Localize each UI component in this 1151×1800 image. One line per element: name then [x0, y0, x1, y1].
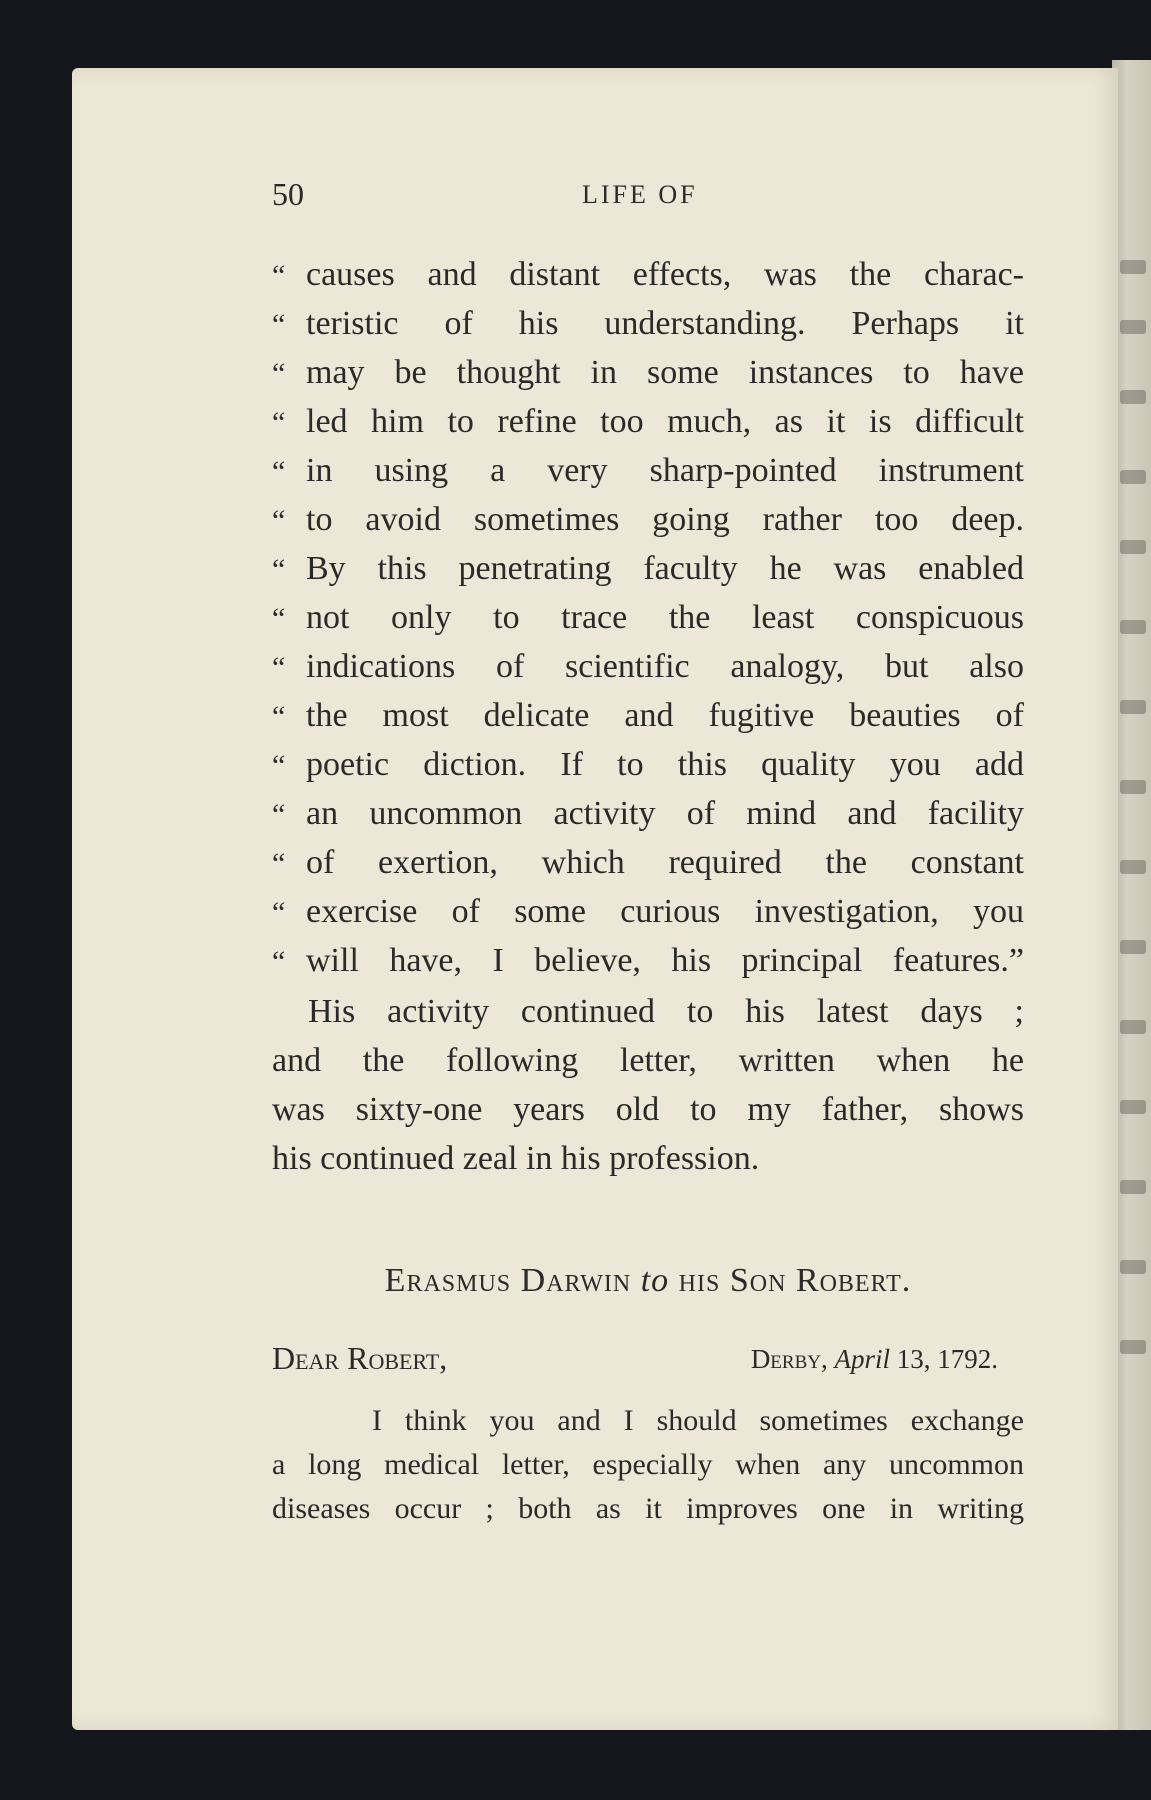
quote-mark: “ [272, 945, 286, 978]
quote-mark: “ [272, 308, 286, 341]
letter-heading-to: to [640, 1262, 670, 1299]
quote-line-text: to avoid sometimes going rather too deep. [306, 501, 1024, 538]
quote-line-text: causes and distant effects, was the charac- [306, 256, 1024, 293]
paragraph-line [272, 1042, 1024, 1091]
body-paragraph [272, 993, 1024, 1189]
quote-mark: “ [272, 896, 286, 929]
bleed-through-mark [1120, 940, 1146, 954]
bleed-through-mark [1120, 620, 1146, 634]
paragraph-line [272, 1091, 1024, 1140]
bleed-through-mark [1120, 1180, 1146, 1194]
quote-line-text: indications of scientific analogy, but also [306, 648, 1024, 685]
letter-dateline [751, 1344, 998, 1375]
quote-mark: “ [272, 406, 286, 439]
bleed-through-mark [1120, 1100, 1146, 1114]
quote-line [272, 844, 1024, 893]
quote-mark: “ [272, 749, 286, 782]
quote-line [272, 746, 1024, 795]
letter-line [272, 1404, 1024, 1448]
quote-line-text: of exertion, which required the constant [306, 844, 1024, 881]
quote-line-text: led him to refine too much, as it is difficult [306, 403, 1024, 440]
dateline-place: Derby, [750, 1344, 828, 1374]
quote-line [272, 648, 1024, 697]
quote-line-text: By this penetrating faculty he was enabled [306, 550, 1024, 587]
quote-mark: “ [272, 504, 286, 537]
quote-mark: “ [272, 357, 286, 390]
salutation-row [272, 1340, 1024, 1380]
letter-line [272, 1448, 1024, 1492]
paragraph-line-text: his continued zeal in his profession. [272, 1140, 760, 1177]
letter-sender: Erasmus Darwin [384, 1262, 632, 1299]
quote-mark: “ [272, 798, 286, 831]
quote-mark: “ [272, 700, 286, 733]
bleed-through-mark [1120, 390, 1146, 404]
bleed-through-mark [1120, 700, 1146, 714]
dateline-month: April [834, 1344, 890, 1374]
quote-mark: “ [272, 259, 286, 292]
bleed-through-mark [1120, 260, 1146, 274]
quote-line-text: exercise of some curious investigation, you [306, 893, 1024, 930]
dateline-date: 13, 1792. [896, 1344, 998, 1374]
paragraph-line-text: and the following letter, written when he [272, 1042, 1024, 1079]
paragraph-line [272, 993, 1024, 1042]
quote-line [272, 403, 1024, 452]
quote-line [272, 354, 1024, 403]
bleed-through-mark [1120, 320, 1146, 334]
quote-line [272, 697, 1024, 746]
letter-body [272, 1404, 1024, 1536]
quoted-passage [272, 256, 1024, 991]
quote-line [272, 550, 1024, 599]
page-number: 50 [272, 176, 304, 212]
paragraph-line-text: His activity continued to his latest days ; [308, 993, 1024, 1030]
quote-line [272, 256, 1024, 305]
letter-recipient: his Son Robert. [678, 1262, 912, 1299]
running-head-title: LIFE OF [582, 180, 698, 209]
salutation-greeting: Dear Robert, [272, 1340, 448, 1376]
letter-line-text: diseases occur ; both as it improves one in writing [272, 1492, 1024, 1525]
bleed-through-mark [1120, 860, 1146, 874]
quote-line [272, 795, 1024, 844]
letter-line-text: I think you and I should sometimes exchange [372, 1404, 1024, 1437]
quote-mark: “ [272, 602, 286, 635]
quote-mark: “ [272, 847, 286, 880]
quote-line [272, 452, 1024, 501]
bleed-through-mark [1120, 780, 1146, 794]
quote-line [272, 305, 1024, 354]
quote-line [272, 893, 1024, 942]
quote-line [272, 942, 1024, 991]
quote-line-text: an uncommon activity of mind and facility [306, 795, 1024, 832]
quote-line [272, 501, 1024, 550]
quote-mark: “ [272, 553, 286, 586]
quote-line-text: the most delicate and fugitive beauties of [306, 697, 1024, 734]
running-head [272, 176, 1024, 216]
letter-line [272, 1492, 1024, 1536]
quote-mark: “ [272, 455, 286, 488]
letter-heading [272, 1262, 1024, 1300]
paragraph-line-text: was sixty-one years old to my father, shows [272, 1091, 1024, 1128]
quote-line-text: will have, I believe, his principal features.” [306, 942, 1024, 979]
paragraph-line [272, 1140, 1024, 1189]
quote-line [272, 599, 1024, 648]
letter-line-text: a long medical letter, especially when any uncommon [272, 1448, 1024, 1481]
bleed-through-mark [1120, 540, 1146, 554]
quote-mark: “ [272, 651, 286, 684]
bleed-through-mark [1120, 1260, 1146, 1274]
quote-line-text: in using a very sharp-pointed instrument [306, 452, 1024, 489]
quote-line-text: may be thought in some instances to have [306, 354, 1024, 391]
quote-line-text: not only to trace the least conspicuous [306, 599, 1024, 636]
bleed-through-mark [1120, 470, 1146, 484]
quote-line-text: teristic of his understanding. Perhaps it [306, 305, 1024, 342]
bleed-through-mark [1120, 1020, 1146, 1034]
quote-line-text: poetic diction. If to this quality you add [306, 746, 1024, 783]
bleed-through-mark [1120, 1340, 1146, 1354]
